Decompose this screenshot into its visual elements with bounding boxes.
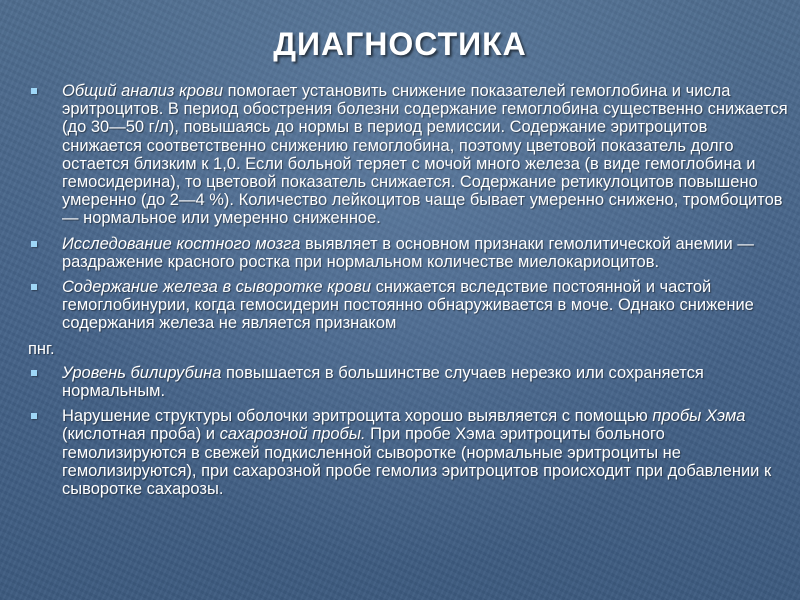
bullet-item-bone-marrow (28, 235, 788, 271)
square-bullet-icon (31, 88, 37, 94)
bullet-text: выявляет в основном признаки гемолитической анемии — раздражение красного ростка при нормальном количестве миелокариоцитов. (62, 234, 754, 271)
bullet-text: (кислотная проба) и (62, 425, 220, 444)
bullet-emphasis-sucrose-test: сахарозной пробы. (219, 425, 366, 444)
bullet-item-membrane-tests (28, 407, 788, 498)
bullet-item-bilirubin (28, 364, 788, 400)
bullet-item-blood-test (28, 82, 788, 228)
square-bullet-icon (31, 241, 37, 247)
bullet-emphasis-ham-test: пробы Хэма (652, 407, 746, 426)
bullet-emphasis: Исследование костного мозга (62, 234, 301, 253)
bullet-text: При пробе Хэма эритроциты больного гемолизируются в свежей подкисленной сыворотке (нормальные эритроциты не гемолизируются), при сахарозной пробе гемолиз эритроцитов происходит при добавлении к сыворотке сахарозы. (62, 425, 772, 499)
slide-content (28, 82, 788, 505)
square-bullet-icon (31, 370, 37, 376)
bullet-item-serum-iron (28, 278, 788, 333)
bullet-text: снижается вследствие постоянной и частой гемоглобинурии, когда гемосидерин постоянно обнаруживается в моче. Однако снижение содержания железа не является признаком (62, 278, 754, 333)
plain-text-line: пнг. (28, 339, 55, 358)
bullet-text: помогает установить снижение показателей гемоглобина и числа эритроцитов. В период обострения болезни содержание гемоглобина существенно снижается (до 30—50 г/л), повышаясь до нормы в период ремиссии. Содержание эритроцитов снижается соответственно снижению гемоглобина, поэтому цветовой показатель долго остается близким к 1,0. Если больной теряет с мочой много железа (в виде гемоглобина и гемосидерина), то цветовой показатель снижается. Содержание ретикулоцитов повышено умеренно (до 2—4 %). Количество лейкоцитов чаще бывает умеренно снижено, тромбоцитов — нормальное или умеренно сниженное. (62, 82, 788, 228)
slide-title: ДИАГНОСТИКА (273, 26, 527, 62)
square-bullet-icon (31, 284, 37, 290)
bullet-text: Нарушение структуры оболочки эритроцита хорошо выявляется с помощью (62, 407, 653, 426)
square-bullet-icon (31, 413, 37, 419)
bullet-emphasis: Содержание железа в сыворотке крови (62, 278, 372, 297)
bullet-emphasis: Общий анализ крови (62, 82, 224, 100)
bullet-emphasis: Уровень билирубина (62, 363, 222, 382)
bullet-text: повышается в большинстве случаев нерезко или сохраняется нормальным. (62, 363, 704, 401)
